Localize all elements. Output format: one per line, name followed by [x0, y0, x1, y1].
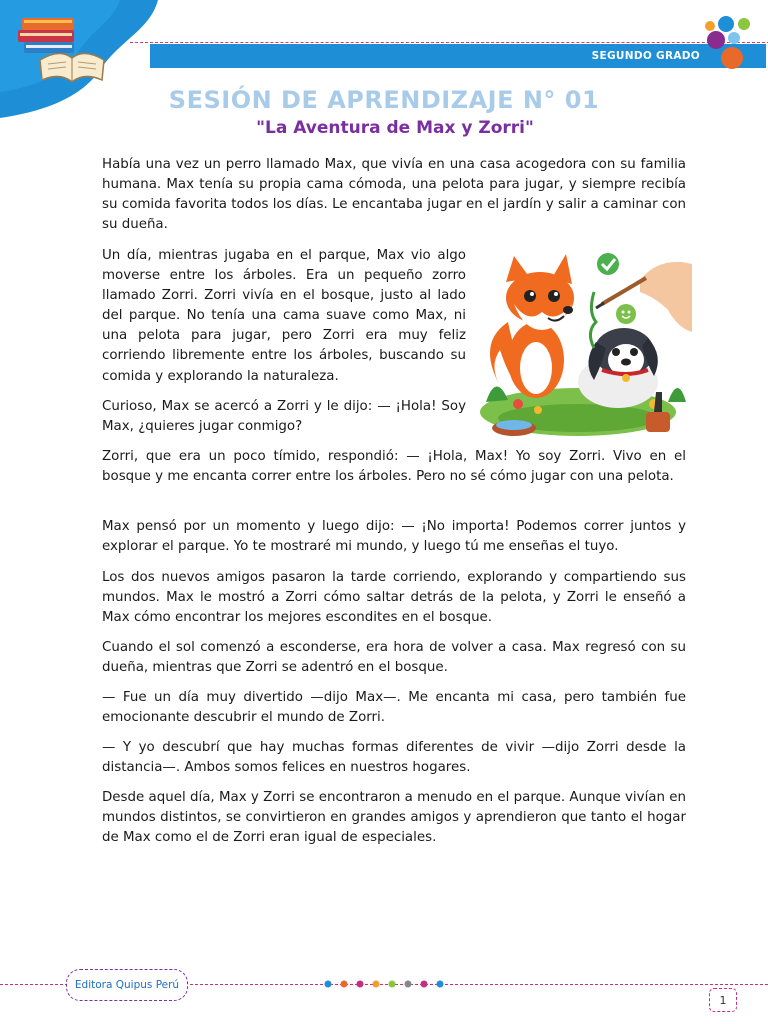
story-paragraph-7: Cuando el sol comenzó a esconderse, era hora de volver a casa. Max regresó con su dueña, mientras que Zorri se adentró en el bosque.: [102, 640, 686, 676]
story-paragraph-9: — Y yo descubrí que hay muchas formas diferentes de vivir —dijo Zorri desde la distancia—. Ambos somos felices en nuestros hogares.: [102, 740, 686, 776]
story-paragraph-3: Curioso, Max se acercó a Zorri y le dijo: — ¡Hola! Soy Max, ¿quieres jugar conmigo?: [102, 399, 466, 435]
story-paragraph-5: Max pensó por un momento y luego dijo: — ¡No importa! Podemos correr juntos y explorar el parque. Yo te mostraré mi mundo, y luego tú me enseñas el tuyo.: [102, 519, 686, 555]
header-dashed-line: [130, 42, 768, 43]
fox-and-dog-illustration: [478, 252, 692, 444]
story-paragraph-2: Un día, mientras jugaba en el parque, Max vio algo moverse entre los árboles. Era un pequeño zorro llamado Zorri. Zorri vivía en el bosque, justo al lado del parque. No tenía una cama suave como Max, ni una pelota para jugar, pero Zorri era muy feliz corriendo libremente entre los árboles, buscando su comida y explorando la naturaleza.: [102, 248, 466, 384]
story-paragraph-1: Había una vez un perro llamado Max, que vivía en una casa acogedora con su familia humana. Max tenía su propia cama cómoda, una pelota para jugar, y siempre recibía su comida favorita todos los días. Le encantaba jugar en el jardín y salir a caminar con su dueña.: [102, 157, 686, 233]
decorative-dots-icon: [698, 12, 758, 72]
page-number: 1: [709, 988, 737, 1012]
story-paragraph-8: — Fue un día muy divertido —dijo Max—. Me encanta mi casa, pero también fue emocionante descubrir el mundo de Zorri.: [102, 690, 686, 726]
publisher-label: Editora Quipus Perú: [66, 969, 188, 1001]
page-title: SESIÓN DE APRENDIZAJE N° 01: [168, 86, 600, 114]
decorative-drops-icon: [322, 978, 446, 992]
story-subtitle: "La Aventura de Max y Zorri": [256, 118, 534, 138]
story-paragraph-10: Desde aquel día, Max y Zorri se encontraron a menudo en el parque. Aunque vivían en mundos distintos, se convirtieron en grandes amigos y aprendieron que tanto el hogar de Max como el de Zorri eran igual de especiales.: [102, 790, 686, 846]
story-paragraph-4: Zorri, que era un poco tímido, respondió: — ¡Hola, Max! Yo soy Zorri. Vivo en el bosque y me encanta correr entre los árboles. Pero no sé cómo jugar con una pelota.: [102, 449, 686, 485]
grade-label: SEGUNDO GRADO: [591, 50, 700, 62]
story-paragraph-6: Los dos nuevos amigos pasaron la tarde corriendo, explorando y compartiendo sus mundos. Max le mostró a Zorri cómo saltar detrás de la pelota, y Zorri le enseñó a Max cómo encontrar los mejores escondites en el bosque.: [102, 570, 686, 626]
